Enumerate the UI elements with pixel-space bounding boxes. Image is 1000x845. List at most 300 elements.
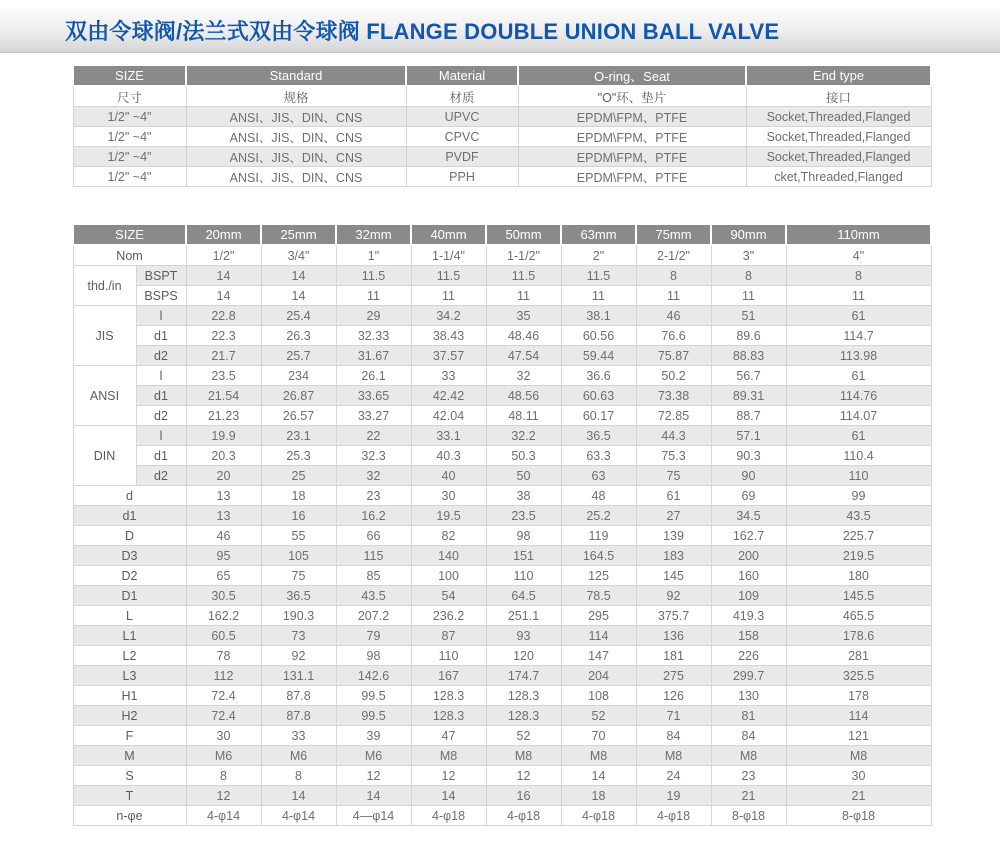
cell: 162.7 [711, 526, 786, 546]
cell: CPVC [406, 127, 518, 147]
cell: 25.2 [561, 506, 636, 526]
row-label: H1 [73, 686, 186, 706]
cell: 57.1 [711, 426, 786, 446]
cell: 4-φ18 [411, 806, 486, 826]
cell: 225.7 [786, 526, 931, 546]
table-row [73, 806, 931, 826]
cell: 4-φ18 [486, 806, 561, 826]
cell: 299.7 [711, 666, 786, 686]
cell: EPDM\FPM、PTFE [518, 147, 746, 167]
cell: 84 [711, 726, 786, 746]
cell: 47.54 [486, 346, 561, 366]
cell: 38.43 [411, 326, 486, 346]
row-group-label: ANSI [73, 366, 136, 426]
cell: PPH [406, 167, 518, 187]
cell: 65 [186, 566, 261, 586]
spec-table [72, 64, 932, 187]
cell: 20.3 [186, 446, 261, 466]
column-header: 50mm [486, 224, 561, 245]
cell: 88.83 [711, 346, 786, 366]
cell: 23.1 [261, 426, 336, 446]
cell: 174.7 [486, 666, 561, 686]
cell: 251.1 [486, 606, 561, 626]
cell: 14 [261, 786, 336, 806]
cell: 55 [261, 526, 336, 546]
cell: 90.3 [711, 446, 786, 466]
cell: ANSI、JIS、DIN、CNS [186, 127, 406, 147]
cell: 1" [336, 245, 411, 266]
cell: 4-φ14 [261, 806, 336, 826]
cell: 79 [336, 626, 411, 646]
table-row [73, 486, 931, 506]
cell: 2" [561, 245, 636, 266]
cell: 219.5 [786, 546, 931, 566]
cell: 81 [711, 706, 786, 726]
cell: 98 [336, 646, 411, 666]
cell: 23.5 [486, 506, 561, 526]
cell: 11.5 [336, 266, 411, 286]
cell: M8 [711, 746, 786, 766]
cell: 75 [636, 466, 711, 486]
row-group-label: JIS [73, 306, 136, 366]
cell: 20 [186, 466, 261, 486]
table-row [73, 386, 931, 406]
title-bar [0, 8, 1000, 53]
cell: 26.57 [261, 406, 336, 426]
cell: 85 [336, 566, 411, 586]
row-label: d [73, 486, 186, 506]
cell: 40 [411, 466, 486, 486]
cell: PVDF [406, 147, 518, 167]
cell: 50.2 [636, 366, 711, 386]
cell: 29 [336, 306, 411, 326]
cell: 95 [186, 546, 261, 566]
cell: 183 [636, 546, 711, 566]
cell: 128.3 [411, 706, 486, 726]
cell: 112 [186, 666, 261, 686]
cell: 42.04 [411, 406, 486, 426]
table-row [73, 686, 931, 706]
cell: 12 [336, 766, 411, 786]
column-header: Material [406, 65, 518, 86]
cell: 18 [261, 486, 336, 506]
row-label: F [73, 726, 186, 746]
cell: EPDM\FPM、PTFE [518, 127, 746, 147]
cell: 25.7 [261, 346, 336, 366]
cell: 136 [636, 626, 711, 646]
cell: 73 [261, 626, 336, 646]
cell: 3" [711, 245, 786, 266]
table-row [73, 626, 931, 646]
cell: 8 [636, 266, 711, 286]
cell: 14 [261, 266, 336, 286]
cell: 60.63 [561, 386, 636, 406]
cell: 21 [786, 786, 931, 806]
cell: 89.6 [711, 326, 786, 346]
cell: 178 [786, 686, 931, 706]
cell: 14 [261, 286, 336, 306]
cell: 60.5 [186, 626, 261, 646]
column-header: 90mm [711, 224, 786, 245]
row-label: l [136, 366, 186, 386]
cell: 59.44 [561, 346, 636, 366]
cell: 56.7 [711, 366, 786, 386]
cell: 2-1/2" [636, 245, 711, 266]
cell: 19.5 [411, 506, 486, 526]
table-row [73, 306, 931, 326]
cell: 93 [486, 626, 561, 646]
cell: 87.8 [261, 686, 336, 706]
cell: 99.5 [336, 706, 411, 726]
table-row [73, 167, 931, 187]
cell: 100 [411, 566, 486, 586]
cell: 226 [711, 646, 786, 666]
row-label: n-φe [73, 806, 186, 826]
cell: 130 [711, 686, 786, 706]
cell: 110.4 [786, 446, 931, 466]
table-row [73, 706, 931, 726]
cell: 61 [636, 486, 711, 506]
cell: 75.87 [636, 346, 711, 366]
cell: 25.4 [261, 306, 336, 326]
cell: 147 [561, 646, 636, 666]
cell: 120 [486, 646, 561, 666]
cell: 167 [411, 666, 486, 686]
cell: 70 [561, 726, 636, 746]
row-label: H2 [73, 706, 186, 726]
row-label: d1 [136, 326, 186, 346]
cell: 14 [336, 786, 411, 806]
cell: M8 [411, 746, 486, 766]
cell: 48.11 [486, 406, 561, 426]
cell: 39 [336, 726, 411, 746]
cell: 281 [786, 646, 931, 666]
cell: 1/2" ~4" [73, 167, 186, 187]
cell: 14 [186, 286, 261, 306]
cell: 325.5 [786, 666, 931, 686]
table-row [73, 406, 931, 426]
cell: 61 [786, 426, 931, 446]
cell: 32.33 [336, 326, 411, 346]
cell: 19 [636, 786, 711, 806]
cell: 52 [561, 706, 636, 726]
cell: 11 [711, 286, 786, 306]
cell: M6 [336, 746, 411, 766]
dim-header-row [73, 224, 931, 245]
cell: 110 [786, 466, 931, 486]
row-label: L2 [73, 646, 186, 666]
cell: Socket,Threaded,Flanged [746, 127, 931, 147]
row-label: l [136, 426, 186, 446]
cell: 30 [186, 726, 261, 746]
cell: 11 [786, 286, 931, 306]
table-row [73, 426, 931, 446]
column-subheader: 材质 [406, 86, 518, 107]
table-row [73, 446, 931, 466]
row-label: d2 [136, 406, 186, 426]
cell: 114.7 [786, 326, 931, 346]
cell: 43.5 [786, 506, 931, 526]
cell: 128.3 [411, 686, 486, 706]
table-row [73, 326, 931, 346]
cell: 46 [186, 526, 261, 546]
cell: M8 [561, 746, 636, 766]
spec-header-row [73, 65, 931, 86]
cell: 25 [261, 466, 336, 486]
cell: 140 [411, 546, 486, 566]
row-label: D [73, 526, 186, 546]
cell: ANSI、JIS、DIN、CNS [186, 107, 406, 127]
cell: 63 [561, 466, 636, 486]
cell: 419.3 [711, 606, 786, 626]
row-group-label: DIN [73, 426, 136, 486]
cell: 162.2 [186, 606, 261, 626]
cell: 98 [486, 526, 561, 546]
cell: 114 [786, 706, 931, 726]
cell: 30 [411, 486, 486, 506]
cell: 114.07 [786, 406, 931, 426]
cell: 25.3 [261, 446, 336, 466]
cell: M8 [786, 746, 931, 766]
cell: 35 [486, 306, 561, 326]
column-header: 63mm [561, 224, 636, 245]
cell: 26.3 [261, 326, 336, 346]
page [0, 8, 1000, 826]
cell: 82 [411, 526, 486, 546]
cell: 73.38 [636, 386, 711, 406]
table-row [73, 366, 931, 386]
cell: 51 [711, 306, 786, 326]
cell: 22.3 [186, 326, 261, 346]
column-header: 25mm [261, 224, 336, 245]
row-label: L [73, 606, 186, 626]
cell: 61 [786, 306, 931, 326]
cell: 4" [786, 245, 931, 266]
cell: 4—φ14 [336, 806, 411, 826]
cell: 34.5 [711, 506, 786, 526]
cell: 33 [261, 726, 336, 746]
table-row [73, 286, 931, 306]
table-row [73, 526, 931, 546]
cell: 11 [636, 286, 711, 306]
cell: Socket,Threaded,Flanged [746, 107, 931, 127]
cell: 160 [711, 566, 786, 586]
row-label: Nom [73, 245, 186, 266]
column-header: SIZE [73, 65, 186, 86]
row-label: d1 [136, 446, 186, 466]
column-subheader: 规格 [186, 86, 406, 107]
table-row [73, 786, 931, 806]
row-label: d2 [136, 466, 186, 486]
cell: 18 [561, 786, 636, 806]
cell: 275 [636, 666, 711, 686]
cell: 27 [636, 506, 711, 526]
column-header: 110mm [786, 224, 931, 245]
cell: 64.5 [486, 586, 561, 606]
cell: 236.2 [411, 606, 486, 626]
cell: 26.87 [261, 386, 336, 406]
table-row [73, 266, 931, 286]
cell: 72.85 [636, 406, 711, 426]
cell: 71 [636, 706, 711, 726]
cell: 33.1 [411, 426, 486, 446]
table-row [73, 726, 931, 746]
cell: 142.6 [336, 666, 411, 686]
row-label: L1 [73, 626, 186, 646]
cell: cket,Threaded,Flanged [746, 167, 931, 187]
row-label: M [73, 746, 186, 766]
cell: 110 [486, 566, 561, 586]
cell: 125 [561, 566, 636, 586]
cell: 48 [561, 486, 636, 506]
cell: 72.4 [186, 706, 261, 726]
cell: Socket,Threaded,Flanged [746, 147, 931, 167]
cell: 69 [711, 486, 786, 506]
cell: 164.5 [561, 546, 636, 566]
cell: 63.3 [561, 446, 636, 466]
column-header: 40mm [411, 224, 486, 245]
cell: 1-1/4" [411, 245, 486, 266]
row-label: BSPS [136, 286, 186, 306]
cell: 16.2 [336, 506, 411, 526]
cell: 89.31 [711, 386, 786, 406]
cell: 32 [486, 366, 561, 386]
cell: 109 [711, 586, 786, 606]
table-row [73, 646, 931, 666]
cell: 16 [486, 786, 561, 806]
cell: 23 [711, 766, 786, 786]
cell: 16 [261, 506, 336, 526]
cell: 22 [336, 426, 411, 446]
dim-table [72, 223, 932, 826]
column-subheader: "O"环、垫片 [518, 86, 746, 107]
cell: 60.17 [561, 406, 636, 426]
cell: 33.65 [336, 386, 411, 406]
cell: 8 [261, 766, 336, 786]
cell: 46 [636, 306, 711, 326]
cell: 180 [786, 566, 931, 586]
cell: 36.5 [561, 426, 636, 446]
cell: 42.42 [411, 386, 486, 406]
cell: 21.54 [186, 386, 261, 406]
spec-subheader-row [73, 86, 931, 107]
cell: 84 [636, 726, 711, 746]
cell: 11 [411, 286, 486, 306]
cell: 181 [636, 646, 711, 666]
cell: 21 [711, 786, 786, 806]
cell: 178.6 [786, 626, 931, 646]
row-label: S [73, 766, 186, 786]
cell: 128.3 [486, 706, 561, 726]
cell: 139 [636, 526, 711, 546]
cell: 23.5 [186, 366, 261, 386]
cell: 76.6 [636, 326, 711, 346]
cell: 32.3 [336, 446, 411, 466]
cell: 465.5 [786, 606, 931, 626]
cell: 66 [336, 526, 411, 546]
table-row [73, 245, 931, 266]
cell: 78 [186, 646, 261, 666]
cell: 36.5 [261, 586, 336, 606]
cell: 30 [786, 766, 931, 786]
cell: 121 [786, 726, 931, 746]
cell: 31.67 [336, 346, 411, 366]
row-label: D1 [73, 586, 186, 606]
cell: 92 [261, 646, 336, 666]
cell: 40.3 [411, 446, 486, 466]
cell: 75.3 [636, 446, 711, 466]
cell: 145 [636, 566, 711, 586]
cell: 151 [486, 546, 561, 566]
cell: 11 [486, 286, 561, 306]
column-header: Standard [186, 65, 406, 86]
cell: 44.3 [636, 426, 711, 446]
cell: 11.5 [561, 266, 636, 286]
table-row [73, 466, 931, 486]
cell: 87.8 [261, 706, 336, 726]
cell: UPVC [406, 107, 518, 127]
cell: 4-φ18 [561, 806, 636, 826]
cell: 3/4" [261, 245, 336, 266]
cell: 105 [261, 546, 336, 566]
cell: 48.56 [486, 386, 561, 406]
row-group-label: thd./in [73, 266, 136, 306]
cell: 75 [261, 566, 336, 586]
cell: 200 [711, 546, 786, 566]
cell: M8 [486, 746, 561, 766]
cell: 38 [486, 486, 561, 506]
column-header: 32mm [336, 224, 411, 245]
cell: 190.3 [261, 606, 336, 626]
cell: 1/2" ~4" [73, 127, 186, 147]
cell: 88.7 [711, 406, 786, 426]
cell: 26.1 [336, 366, 411, 386]
cell: 12 [411, 766, 486, 786]
cell: 234 [261, 366, 336, 386]
page-title: 双由令球阀/法兰式双由令球阀 FLANGE DOUBLE UNION BALL VALVE [65, 18, 780, 44]
cell: 30.5 [186, 586, 261, 606]
cell: 108 [561, 686, 636, 706]
cell: 295 [561, 606, 636, 626]
cell: 90 [711, 466, 786, 486]
cell: 72.4 [186, 686, 261, 706]
column-header: O-ring、Seat [518, 65, 746, 86]
cell: 207.2 [336, 606, 411, 626]
cell: 204 [561, 666, 636, 686]
cell: 126 [636, 686, 711, 706]
cell: 131.1 [261, 666, 336, 686]
cell: 11.5 [411, 266, 486, 286]
cell: 12 [486, 766, 561, 786]
cell: 110 [411, 646, 486, 666]
table-row [73, 666, 931, 686]
cell: 54 [411, 586, 486, 606]
cell: 38.1 [561, 306, 636, 326]
cell: EPDM\FPM、PTFE [518, 107, 746, 127]
table-row [73, 107, 931, 127]
cell: 11 [561, 286, 636, 306]
table-row [73, 606, 931, 626]
table-row [73, 506, 931, 526]
cell: 1-1/2" [486, 245, 561, 266]
row-label: d1 [136, 386, 186, 406]
table-row [73, 127, 931, 147]
cell: 8 [186, 766, 261, 786]
cell: 43.5 [336, 586, 411, 606]
cell: EPDM\FPM、PTFE [518, 167, 746, 187]
cell: M8 [636, 746, 711, 766]
cell: 114 [561, 626, 636, 646]
